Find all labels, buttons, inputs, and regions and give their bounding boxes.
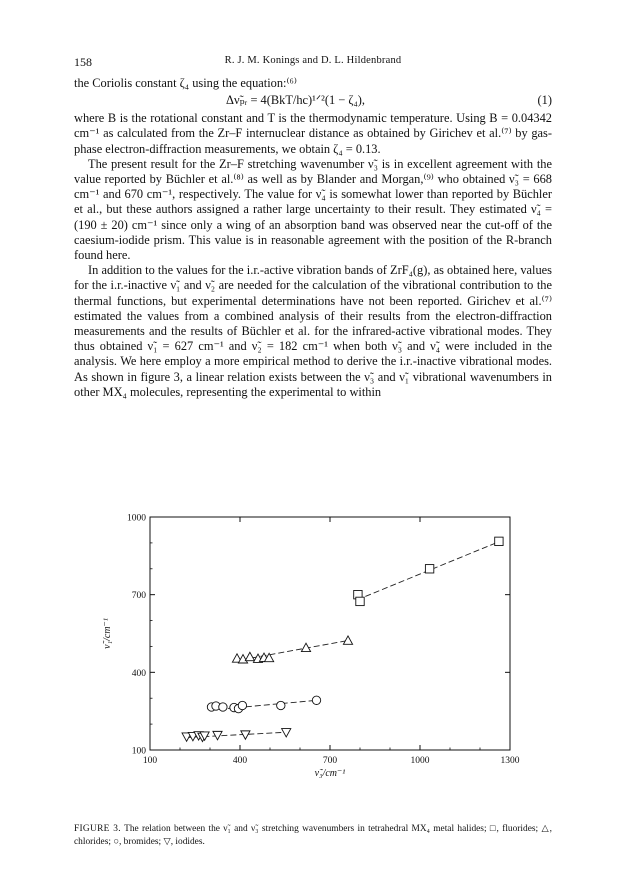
equation-number: (1): [537, 93, 552, 108]
point-square: [495, 537, 503, 545]
series-square: [354, 537, 503, 605]
point-triangle-down: [282, 729, 291, 737]
x-tick-label: 400: [232, 756, 248, 766]
y-tick-label: 100: [131, 746, 146, 757]
point-circle: [312, 696, 320, 704]
y-axis-label: ν̃₁/cm⁻¹: [102, 618, 113, 649]
figure-caption: [74, 823, 552, 848]
series-triangle-up: [232, 636, 352, 663]
running-header: [74, 55, 552, 71]
series-triangle-down: [182, 729, 291, 742]
point-circle: [238, 701, 246, 709]
point-triangle-down: [213, 731, 222, 739]
y-tick-label: 700: [131, 591, 146, 602]
point-square: [356, 597, 364, 605]
x-tick-label: 1300: [500, 756, 520, 766]
intro-line: the Coriolis constant ζ₄ using the equation:⁽⁶⁾: [74, 76, 297, 90]
series-circle: [207, 696, 320, 713]
paragraph-3: In addition to the values for the i.r.-active vibration bands of ZrF₄(g), as obtained here, values for the i.r.-inactive ν̃₁ and ν̃₂ are needed for the calculation of the vibrational contribution to the thermal functions, but experimental determinations have not been reported. Girichev et al.⁽⁷⁾ estimated the values from a combined analysis of their results from the electron-diffraction measurements and the results of Büchler et al. for the infrared-active vibrational modes. They thus obtained ν̃₁ = 627 cm⁻¹ and ν̃₂ = 182 cm⁻¹ when both ν̃₃ and ν̃₄ were included in the analysis. We here employ a more empirical method to derive the i.r.-inactive vibrational modes. As shown in figure 3, a linear relation exists between the ν̃₃ and ν̃₁ vibrational wavenumbers in other MX₄ molecules, representing the experimental to within: [74, 263, 552, 399]
x-tick-label: 100: [142, 756, 158, 766]
point-circle: [277, 701, 285, 709]
chart-axes: [102, 514, 520, 780]
point-triangle-up: [343, 636, 352, 644]
equation: Δν̃ₚᵣ = 4(BkT/hc)¹ᐟ²(1 − ζ₄),: [226, 93, 366, 108]
y-tick-label: 1000: [127, 513, 146, 524]
caption-text: The relation between the ν̃₁ and ν̃₃ stretching wavenumbers in tetrahedral MX₄ metal halides; □, fluorides; △, chlorides; ○, bromides; ▽, iodides.: [74, 824, 552, 847]
equation-row: [74, 93, 552, 110]
y-tick-label: 400: [131, 668, 146, 679]
paragraph-1: where B is the rotational constant and T is the thermodynamic temperature. Using B = 0.04342 cm⁻¹ as calculated from the Zr–F internuclear distance as obtained by Girichev et al.⁽⁷⁾ by gas-phase electron-diffraction measurements, we obtain ζ₄ = 0.13.: [74, 111, 552, 156]
figure-3: [74, 508, 552, 798]
running-head: R. J. M. Konings and D. L. Hildenbrand: [224, 55, 402, 66]
x-tick-label: 1000: [410, 756, 430, 766]
x-axis-label: ν̃₃/cm⁻¹: [314, 768, 346, 779]
body-text: [74, 76, 552, 400]
page-number: 158: [74, 55, 92, 69]
point-triangle-down: [241, 731, 250, 739]
scatter-chart: [74, 508, 552, 798]
point-square: [425, 565, 433, 573]
plot-frame: [150, 517, 510, 750]
caption-lead: FIGURE 3.: [74, 824, 121, 834]
x-tick-label: 700: [322, 756, 338, 766]
chart-marks: [182, 537, 503, 741]
point-triangle-up: [245, 652, 254, 660]
point-circle: [219, 703, 227, 711]
paragraph-2: The present result for the Zr–F stretching wavenumber ν̃₃ is in excellent agreement with the value reported by Büchler et al.⁽⁸⁾ as well as by Blander and Morgan,⁽⁹⁾ who obtained ν̃₃ = 668 cm⁻¹ and 670 cm⁻¹, respectively. The value for ν̃₄ is somewhat lower than reported by Büchler et al., but these authors assigned a rather large uncertainty to their result. They estimated ν̃₄ = (190 ± 20) cm⁻¹ since only a wing of an absorption band was observed near the cut-off of the caesium-iodide prism. This value is in reasonable agreement with the position of the R-branch found here.: [74, 156, 552, 263]
